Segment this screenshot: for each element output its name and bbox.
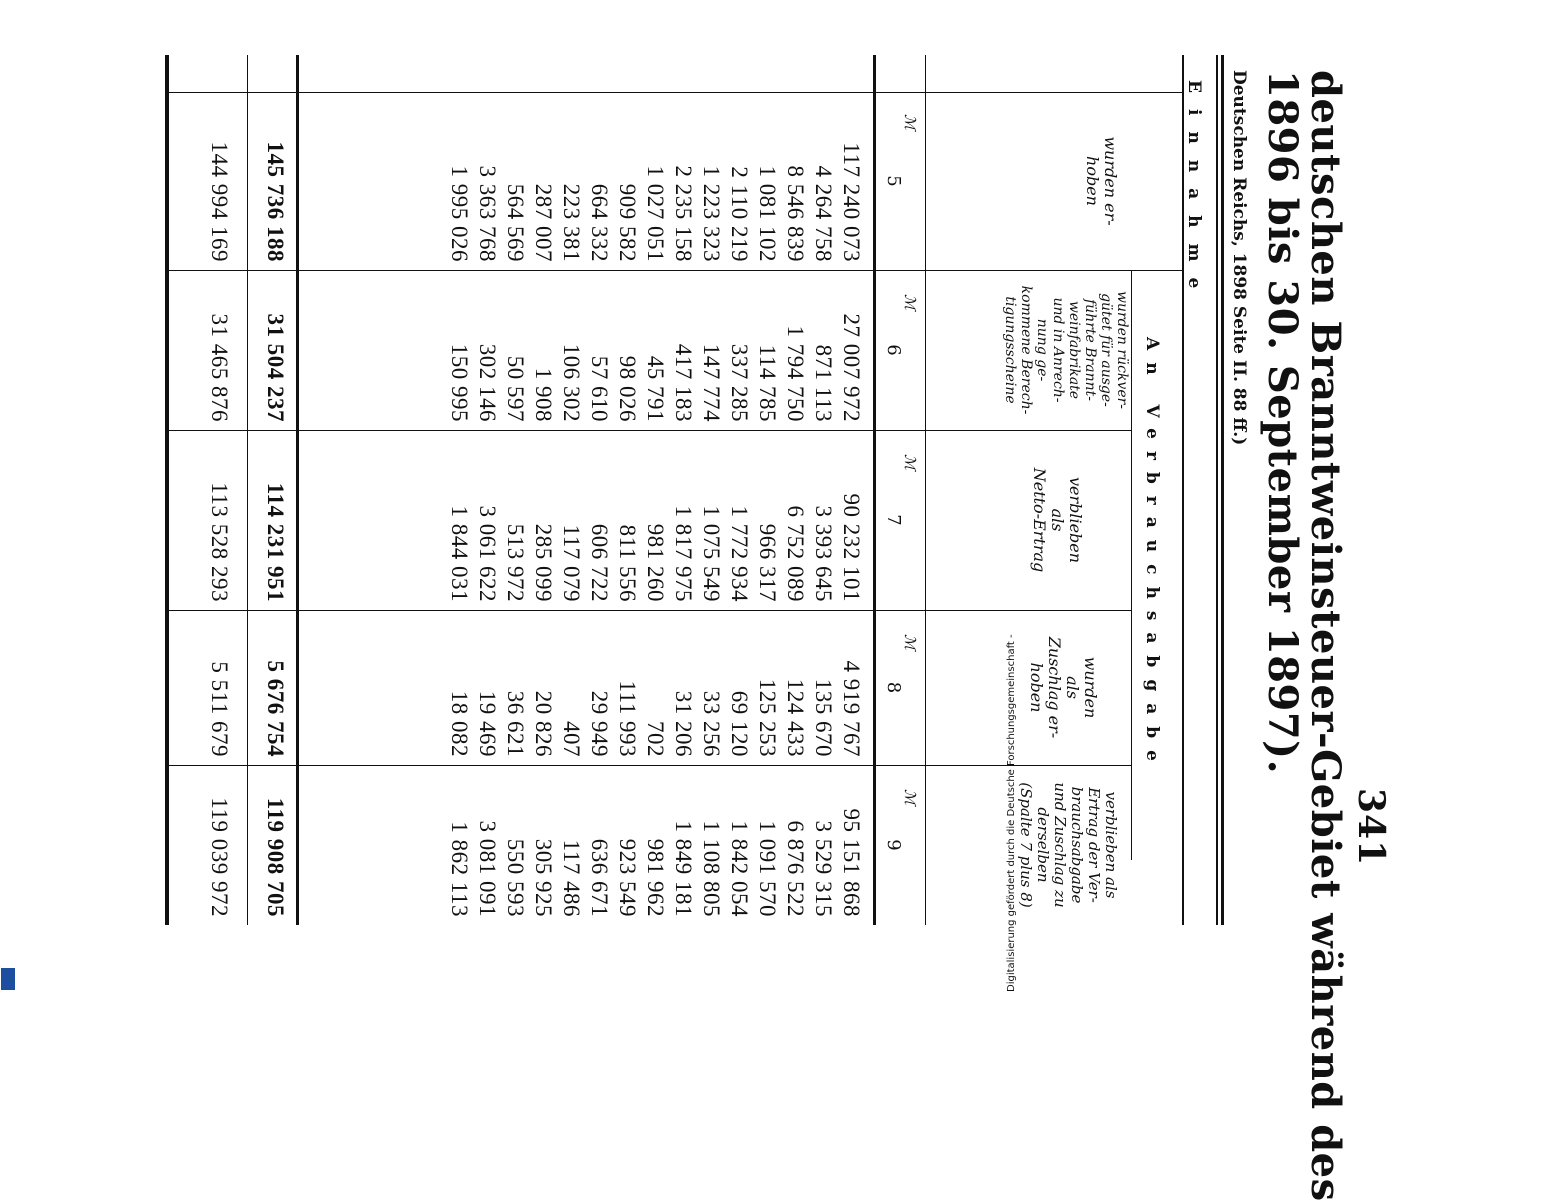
col5-heading: wurden er- hoben bbox=[1083, 136, 1120, 226]
table-cell: 2 235 158 bbox=[671, 165, 696, 262]
table-cell: 1 081 102 bbox=[755, 165, 780, 262]
column-number-rule bbox=[873, 55, 876, 925]
table-cell: 31 206 bbox=[671, 690, 696, 757]
table-cell: 117 486 bbox=[559, 839, 584, 917]
total-cell: 5 676 754 bbox=[263, 660, 288, 757]
table-cell: 6 752 089 bbox=[783, 505, 808, 602]
previous-year-cell: 5 511 679 bbox=[207, 661, 232, 757]
section-label: Einnahme bbox=[1184, 80, 1204, 305]
source-line: Deutschen Reichs, 1898 Seite II. 88 ff.) bbox=[1229, 70, 1249, 446]
table-cell: 4 919 767 bbox=[839, 660, 864, 757]
title-line-2: 1896 bis 30. September 1897). bbox=[1259, 70, 1306, 775]
table-cell: 923 549 bbox=[615, 838, 640, 917]
table-cell: 114 785 bbox=[755, 344, 780, 422]
table-cell: 18 082 bbox=[447, 690, 472, 757]
table-cell: 50 597 bbox=[503, 355, 528, 422]
table-top-rule bbox=[1182, 55, 1184, 925]
table-cell: 407 bbox=[559, 721, 584, 757]
total-cell: 119 908 705 bbox=[263, 797, 288, 917]
table-cell: 1 075 549 bbox=[699, 505, 724, 602]
table-cell: 664 332 bbox=[587, 183, 612, 262]
col9-number: 9 bbox=[883, 839, 904, 851]
group-header-rule bbox=[1131, 270, 1132, 860]
table-cell: 606 722 bbox=[587, 523, 612, 602]
table-cell: 1 027 051 bbox=[643, 165, 668, 262]
table-cell: 29 949 bbox=[587, 690, 612, 757]
header-bottom-rule bbox=[925, 55, 926, 925]
table-cell: 1 908 bbox=[531, 367, 556, 422]
table-cell: 90 232 101 bbox=[839, 493, 864, 602]
table-cell: 223 381 bbox=[559, 183, 584, 262]
table-cell: 811 556 bbox=[615, 524, 640, 602]
col9-unit: ℳ bbox=[901, 788, 919, 806]
table-cell: 871 113 bbox=[811, 344, 836, 422]
col8-heading: wurden als Zuschlag er- hoben bbox=[1027, 636, 1100, 739]
title-line-1: deutschen Branntweinsteuer-Gebiet während des bbox=[1302, 70, 1349, 1202]
table-cell: 125 253 bbox=[755, 678, 780, 757]
total-cell: 114 231 951 bbox=[263, 482, 288, 602]
table-cell: 150 995 bbox=[447, 343, 472, 422]
table-cell: 981 260 bbox=[643, 523, 668, 602]
table-cell: 135 670 bbox=[811, 678, 836, 757]
page-number: 341 bbox=[1350, 788, 1392, 867]
table-cell: 1 842 054 bbox=[727, 820, 752, 917]
table-bottom-rule bbox=[165, 55, 169, 925]
table-cell: 3 363 768 bbox=[475, 165, 500, 262]
col7-heading: verblieben als Netto-Ertrag bbox=[1030, 467, 1085, 573]
table-cell: 8 546 839 bbox=[783, 165, 808, 262]
table-cell: 1 817 975 bbox=[671, 505, 696, 602]
total-cell: 31 504 237 bbox=[263, 313, 288, 422]
total-cell: 145 736 188 bbox=[263, 141, 288, 262]
table-cell: 124 433 bbox=[783, 678, 808, 757]
col9-heading: verblieben als Ertrag der Ver- brauchsabgabe und Zuschlag zu derselben (Spalte 7 plus 8) bbox=[1017, 782, 1120, 908]
table-cell: 27 007 972 bbox=[839, 313, 864, 422]
col6-heading: wurden rückver- gütet für ausge- führte Brannt- weinfabrikate und in Anrech- nung ge- kommene Berech- tigungsscheine bbox=[1002, 285, 1130, 415]
table-cell: 981 962 bbox=[643, 838, 668, 917]
table-cell: 513 972 bbox=[503, 523, 528, 602]
total-bottom-rule bbox=[247, 55, 248, 925]
table-cell: 117 079 bbox=[559, 524, 584, 602]
table-cell: 69 120 bbox=[727, 690, 752, 757]
table-cell: 95 151 868 bbox=[839, 808, 864, 917]
table-cell: 302 146 bbox=[475, 343, 500, 422]
table-cell: 1 108 805 bbox=[699, 820, 724, 917]
table-cell: 1 772 934 bbox=[727, 505, 752, 602]
table-cell: 909 582 bbox=[615, 183, 640, 262]
col5-number: 5 bbox=[883, 175, 904, 187]
table-cell: 20 826 bbox=[531, 690, 556, 757]
top-rule bbox=[1221, 55, 1224, 925]
table-cell: 111 993 bbox=[615, 680, 640, 757]
table-cell: 98 026 bbox=[615, 355, 640, 422]
table-cell: 19 469 bbox=[475, 690, 500, 757]
table-cell: 45 791 bbox=[643, 355, 668, 422]
col6-number: 6 bbox=[883, 344, 904, 356]
table-cell: 106 302 bbox=[559, 343, 584, 422]
table-cell: 3 393 645 bbox=[811, 505, 836, 602]
group-header: An Verbrauchsabgabe bbox=[1142, 337, 1162, 773]
table-cell: 1 223 323 bbox=[699, 165, 724, 262]
body-bottom-rule bbox=[296, 55, 299, 925]
footer-credit: Digitalisierung gefördert durch die Deutsche Forschungsgemeinschaft - bbox=[1006, 634, 1017, 992]
table-cell: 285 099 bbox=[531, 523, 556, 602]
table-cell: 57 610 bbox=[587, 355, 612, 422]
previous-year-cell: 119 039 972 bbox=[207, 797, 232, 917]
table-cell: 305 925 bbox=[531, 838, 556, 917]
table-cell: 337 285 bbox=[727, 343, 752, 422]
table-cell: 117 240 073 bbox=[839, 142, 864, 262]
previous-year-cell: 31 465 876 bbox=[207, 313, 232, 422]
table-cell: 702 bbox=[643, 721, 668, 757]
table-cell: 2 110 219 bbox=[727, 166, 752, 262]
table-cell: 6 876 522 bbox=[783, 820, 808, 917]
dfg-logo-icon bbox=[1, 968, 15, 990]
previous-year-cell: 113 528 293 bbox=[207, 482, 232, 602]
table-cell: 966 317 bbox=[755, 523, 780, 602]
table-cell: 1 844 031 bbox=[447, 505, 472, 602]
table-cell: 417 183 bbox=[671, 343, 696, 422]
table-cell: 147 774 bbox=[699, 343, 724, 422]
col8-number: 8 bbox=[883, 681, 904, 694]
table-cell: 1 794 750 bbox=[783, 325, 808, 422]
table-cell: 287 007 bbox=[531, 183, 556, 262]
table-cell: 3 061 622 bbox=[475, 505, 500, 602]
table-cell: 33 256 bbox=[699, 690, 724, 757]
col7-unit: ℳ bbox=[901, 453, 919, 471]
top-rule-thin bbox=[1216, 55, 1218, 925]
table-cell: 36 621 bbox=[503, 690, 528, 757]
table-cell: 636 671 bbox=[587, 838, 612, 917]
table-cell: 4 264 758 bbox=[811, 165, 836, 262]
table-cell: 1 091 570 bbox=[755, 820, 780, 917]
table-cell: 1 995 026 bbox=[447, 165, 472, 262]
col6-unit: ℳ bbox=[901, 293, 919, 311]
col5-unit: ℳ bbox=[901, 113, 919, 131]
table-cell: 1 849 181 bbox=[671, 820, 696, 917]
table-cell: 564 569 bbox=[503, 183, 528, 262]
table-cell: 550 593 bbox=[503, 838, 528, 917]
table-cell: 1 862 113 bbox=[447, 821, 472, 917]
previous-year-cell: 144 994 169 bbox=[207, 141, 232, 262]
table-cell: 3 529 315 bbox=[811, 820, 836, 917]
col7-number: 7 bbox=[883, 514, 904, 526]
col8-unit: ℳ bbox=[901, 633, 919, 651]
table-cell: 3 081 091 bbox=[475, 820, 500, 917]
